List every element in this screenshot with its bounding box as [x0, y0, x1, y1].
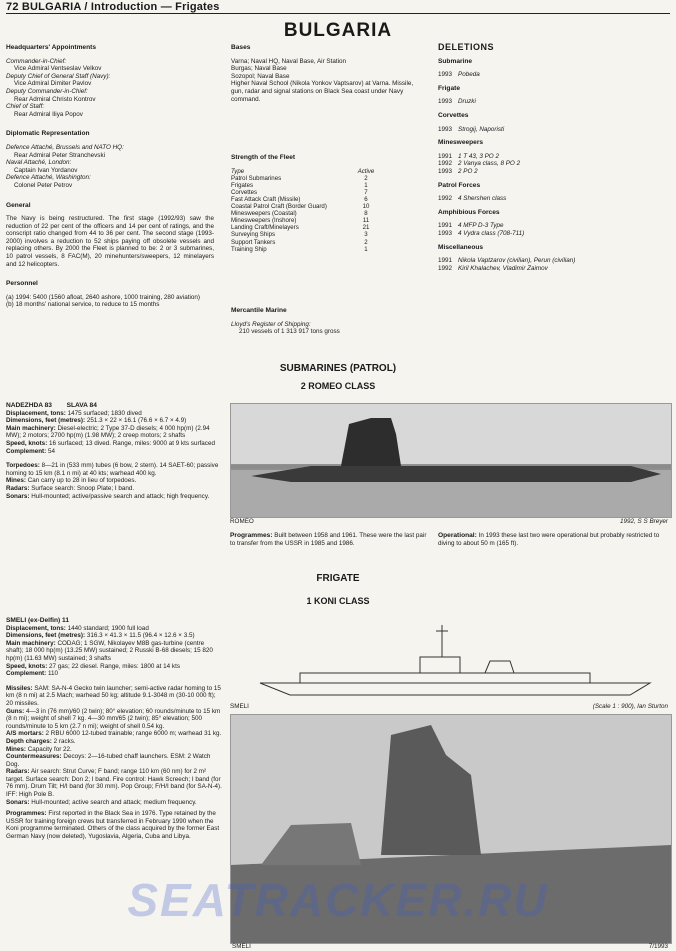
deletions-column	[438, 44, 670, 272]
strength-active: 2	[364, 238, 368, 246]
strength-active: 3	[364, 231, 368, 239]
subs-spec-value: 1475 surfaced; 1830 dived	[65, 409, 142, 417]
subs-spec	[6, 477, 222, 485]
romeo-photo	[230, 403, 672, 518]
watermark: SEATRACKER.RU	[127, 874, 549, 926]
subs-spec	[6, 493, 222, 501]
strength-head-type: Type	[231, 167, 245, 175]
frig-spec-value: 27 gas; 22 diesel. Range, miles: 1800 at 14 kts	[47, 662, 180, 670]
mercantile-line2: 210 vessels of 1 313 917 tons gross	[239, 328, 340, 336]
subs-spec-label: Speed, knots:	[6, 439, 48, 447]
operational-text: In 1993 these last two were operational but probably restricted to diving to about 50 m (165 ft).	[438, 532, 660, 547]
smeli-photo-caption: SMELI	[232, 943, 251, 950]
subs-spec-label: Complement:	[6, 447, 47, 455]
deletion-item	[438, 222, 670, 230]
frig-spec	[6, 768, 222, 798]
deletion-item	[438, 71, 670, 79]
header-rule	[6, 13, 670, 14]
frig-spec-label: Radars:	[6, 768, 30, 776]
deletion-text: 4 Vydra class (708-711)	[458, 229, 525, 237]
smeli-photo-credit: 7/1993	[648, 943, 668, 950]
drawing-mast	[436, 625, 448, 657]
frig-spec	[6, 810, 222, 840]
mercantile-block	[231, 307, 421, 336]
frig-spec-value: 2 racks.	[51, 737, 76, 745]
hq-name: Vice Admiral Ventseslav Velkov	[14, 65, 102, 73]
frig-spec-value: 2 RBU 6000 12-tubed trainable; range 6000 m; warhead 31 kg.	[43, 730, 222, 738]
middle-column	[231, 44, 421, 103]
frig-spec-label: A/S mortars:	[6, 730, 44, 738]
strength-row	[231, 246, 381, 253]
strength-type: Fast Attack Craft (Missile)	[231, 195, 301, 203]
strength-row	[231, 175, 381, 182]
frig-spec-label: Sonars:	[6, 798, 30, 806]
koni-class-title: 1 KONI CLASS	[306, 596, 370, 606]
deletion-item	[438, 126, 670, 134]
deletion-year: 1992	[438, 160, 453, 168]
deletion-year: 1993	[438, 229, 453, 237]
submarine-sail	[341, 418, 401, 466]
hq-list	[6, 58, 214, 119]
strength-row	[231, 196, 381, 203]
subs-spec-value: 54	[46, 447, 55, 455]
subs-spec-value: Surface search: Snoop Plate; I band.	[29, 484, 135, 492]
frig-spec-label: Main machinery:	[6, 639, 56, 647]
dip-role: Defence Attaché, Washington:	[6, 174, 91, 182]
submarine-specs	[6, 402, 222, 500]
deletion-item	[438, 230, 670, 238]
drawing-superstructure	[300, 673, 590, 683]
subs-spec	[6, 440, 222, 448]
deletion-item	[438, 195, 670, 203]
frig-spec	[6, 738, 222, 746]
strength-type: Support Tankers	[231, 238, 276, 246]
romeo-caption: ROMEO	[230, 518, 254, 525]
romeo-credit: 1992, S S Breyer	[620, 518, 668, 525]
romeo-programmes	[230, 532, 430, 547]
deletion-item	[438, 153, 670, 161]
subs-spec-value: 251.3 × 22 × 16.1 (76.6 × 6.7 × 4.9)	[85, 417, 187, 425]
strength-row	[231, 203, 381, 210]
dip-name: Rear Admiral Peter Stranchevski	[14, 151, 105, 159]
frig-spec	[6, 730, 222, 738]
frig-spec-value: SAM: SA-N-4 Gecko twin launcher; semi-active radar homing to 15 km (8 n mi) at 2.5 Mach; warhead 50 kg; altitude 9.1-3048 m (30-10 000 ft); 20 missiles.	[6, 684, 221, 707]
general-text: The Navy is being restructured. The first stage (1992/93) saw the reduction of 22 per cent of the officers and 14 per cent of ratings, and the conscript ratio changed from 44 to 36 per cent. The second stage (1993-2000) involves a reduction to 52 ships paying off obsolete vessels and replacing others. By 2000 the Fleet is planned to be: 2 or 3 submarines, 10 patrol vessels, 8 FAC(M), 20 minehunters/sweepers, 12 minelayers and 12 helicopters.	[6, 215, 214, 268]
deletion-text: 2 Vanya class, 8 PO 2	[458, 160, 521, 168]
bases-title: Bases	[231, 44, 251, 51]
koni-drawing-credit: (Scale 1 : 900), Ian Sturton	[592, 703, 668, 710]
frig-spec	[6, 663, 222, 671]
subs-spec-label: Sonars:	[6, 492, 30, 500]
strength-type: Corvettes	[231, 188, 258, 196]
photo-sky	[231, 404, 671, 464]
strength-type: Minesweepers (Coastal)	[231, 210, 297, 218]
hq-name: Rear Admiral Christo Kontrov	[14, 95, 96, 103]
deletion-text: Druzki	[458, 98, 476, 106]
deletion-year: 1993	[438, 98, 453, 106]
strength-active: 1	[364, 245, 368, 253]
frig-spec-label: Guns:	[6, 707, 25, 715]
strength-active: 11	[362, 217, 370, 225]
frig-spec-label: Speed, knots:	[6, 662, 48, 670]
strength-active: 21	[362, 224, 370, 232]
strength-active: 10	[362, 203, 370, 211]
strength-row	[231, 182, 381, 189]
deletion-year: 1991	[438, 222, 453, 230]
frigate-specs	[6, 617, 222, 841]
frig-spec	[6, 640, 222, 663]
subs-spec-value: Hull-mounted; active/passive search and attack; high frequency.	[29, 492, 210, 500]
strength-table	[231, 168, 381, 253]
hq-role: Deputy Chief of General Staff (Navy):	[6, 72, 111, 80]
strength-head-active: Active	[357, 167, 375, 175]
hq-role: Chief of Staff:	[6, 103, 45, 111]
strength-row	[231, 239, 381, 246]
subs-spec	[6, 410, 222, 418]
strength-active: 7	[364, 188, 368, 196]
subs-spec-label: Main machinery:	[6, 424, 56, 432]
frig-spec	[6, 708, 222, 731]
subs-spec	[6, 462, 222, 477]
deletion-text: Strogij, Naporisti	[458, 125, 505, 133]
frig-spec	[6, 625, 222, 633]
deletion-group-title: Submarine	[438, 57, 473, 65]
diplomatic-title: Diplomatic Representation	[6, 130, 90, 138]
drawing-hull	[260, 683, 650, 695]
frig-spec-value: 4—3 in (76 mm)/60 (2 twin); 80° elevation; 60 rounds/minute to 15 km (8 n mi); weight of shell 7 kg. 4—30 mm/65 (2 twin); 85° elevation; 500 rounds/minute to 5 km (2.7 n mi); weight of shell 0.54 kg.	[6, 707, 221, 730]
strength-row	[231, 224, 381, 231]
deletion-text: Kiril Khalachev, Vladimir Zaimov	[458, 264, 548, 272]
frig-spec-label: Complement:	[6, 670, 47, 678]
frig-spec	[6, 685, 222, 708]
deletion-text: 4 MFP D-3 Type	[458, 222, 504, 230]
subs-spec-label: Radars:	[6, 484, 30, 492]
frigate-name: SMELI (ex-Delfin) 11	[6, 617, 70, 624]
frig-spec-value: 1440 standard; 1900 full load	[65, 624, 149, 632]
hq-title: Headquarters' Appointments	[6, 44, 96, 51]
strength-type: Surveying Ships	[231, 231, 276, 239]
deletion-group-title: Amphibious Forces	[438, 208, 500, 216]
deletion-item	[438, 168, 670, 176]
frig-spec-value: 316.3 × 41.3 × 11.5 (96.4 × 12.6 × 3.5)	[85, 632, 195, 640]
submarine-hull	[251, 466, 661, 482]
diplomatic-list	[6, 144, 214, 190]
deletion-item	[438, 98, 670, 106]
strength-row	[231, 217, 381, 224]
frig-spec-label: Mines:	[6, 745, 26, 753]
subs-spec	[6, 485, 222, 493]
frig-spec-label: Countermeasures:	[6, 753, 62, 761]
strength-active: 6	[364, 195, 368, 203]
subs-spec-label: Mines:	[6, 477, 26, 485]
submarines-section-title: SUBMARINES (PATROL)	[279, 363, 397, 374]
strength-active: 1	[364, 181, 368, 189]
deletion-year: 1993	[438, 71, 453, 79]
programmes-label: Programmes:	[230, 532, 273, 539]
deletion-year: 1991	[438, 152, 453, 160]
general-title: General	[6, 201, 31, 209]
frig-spec-label: Displacement, tons:	[6, 624, 66, 632]
deletion-item	[438, 265, 670, 273]
personnel-a: (a) 1994: 5400 (1560 afloat, 2640 ashore, 1000 training, 280 aviation)	[6, 293, 200, 301]
strength-type: Minesweepers (Inshore)	[231, 217, 297, 225]
deletion-text: 2 PO 2	[458, 167, 478, 175]
strength-active: 8	[364, 210, 368, 218]
strength-type: Training Ship	[231, 245, 267, 253]
strength-row	[231, 231, 381, 238]
frig-spec-value: CODAG; 1 SGW, Nikolayev M8B gas-turbine (centre shaft); 18 000 hp(m) (13.25 MW) sustained; 2 Russki B-68 diesels; 15 820 hp(m) (11.63 MW) sustained; 3 shafts	[6, 639, 213, 662]
strength-title: Strength of the Fleet	[231, 154, 296, 161]
frig-spec-label: Depth charges:	[6, 737, 52, 745]
deletion-item	[438, 257, 670, 265]
drawing-funnel	[485, 661, 514, 673]
left-column	[6, 44, 214, 309]
romeo-operational	[438, 532, 670, 547]
hq-role: Commander-in-Chief:	[6, 57, 67, 65]
frigate-section-title: FRIGATE	[316, 573, 360, 584]
deletion-group-title: Corvettes	[438, 111, 469, 119]
strength-block	[231, 154, 421, 253]
running-head: 72 BULGARIA / Introduction — Frigates	[6, 1, 220, 13]
strength-active: 2	[364, 174, 368, 182]
personnel-b: (b) 18 months' national service, to reduce to 15 months	[6, 301, 160, 309]
deletion-group-title: Minesweepers	[438, 139, 484, 147]
frig-spec-value: 110	[46, 670, 59, 678]
frig-spec	[6, 753, 222, 768]
deletions-title: DELETIONS	[438, 42, 495, 52]
hq-name: Rear Admiral Iliya Popov	[14, 110, 83, 118]
subs-spec-label: Dimensions, feet (metres):	[6, 417, 86, 425]
programmes-text: Built between 1958 and 1961. These were the last pair to transfer from the USSR in 1985 and 1986.	[230, 532, 427, 547]
deletion-year: 1993	[438, 125, 453, 133]
mercantile-line1: Lloyd's Register of Shipping:	[231, 320, 311, 328]
strength-type: Patrol Submarines	[231, 174, 282, 182]
subs-spec	[6, 425, 222, 440]
frig-spec	[6, 670, 222, 678]
frig-spec	[6, 746, 222, 754]
frigate-line-drawing	[230, 617, 670, 701]
mercantile-title: Mercantile Marine	[231, 307, 287, 314]
strength-type: Coastal Patrol Craft (Border Guard)	[231, 203, 327, 211]
deletion-text: 1 T 43, 3 PO 2	[458, 152, 499, 160]
page-title: BULGARIA	[283, 20, 393, 41]
deletion-year: 1992	[438, 264, 453, 272]
strength-type: Frigates	[231, 181, 254, 189]
subs-spec-value: Diesel-electric; 2 Type 37-D diesels; 4 000 hp(m) (2.94 MW); 2 motors; 2700 hp(m) (1.98 MW); 2 creep motors; 2 shafts	[6, 424, 210, 440]
dip-name: Colonel Peter Petrov	[14, 181, 73, 189]
frig-spec-value: Hull-mounted; active search and attack; medium frequency.	[29, 798, 197, 806]
strength-row	[231, 189, 381, 196]
operational-label: Operational:	[438, 532, 477, 539]
dip-name: Captain Ivan Yordanov	[14, 166, 78, 174]
subs-spec-value: Can carry up to 28 in lieu of torpedoes.	[25, 477, 137, 485]
frig-spec-label: Programmes:	[6, 810, 47, 818]
koni-drawing-label: SMELI	[230, 703, 249, 710]
subs-spec-label: Displacement, tons:	[6, 409, 66, 417]
frig-spec-value: Capacity for 22.	[25, 745, 72, 753]
subs-spec-value: 8—21 in (533 mm) tubes (6 bow, 2 stern). 14 SAET-60; passive homing to 15 km (8.1 n mi) at 40 kts; warhead 400 kg.	[6, 462, 219, 477]
deletion-group-title: Patrol Forces	[438, 181, 481, 189]
subs-spec	[6, 448, 222, 456]
hq-name: Vice Admiral Dimiter Pavlov	[14, 80, 92, 88]
deletion-group-title: Miscellaneous	[438, 243, 484, 251]
submarine-silhouette	[231, 404, 671, 517]
frig-spec-value: Air search: Strut Curve; F band; range 110 km (60 nm) for 2 m² target. Surface search: Don 2; I band. Fire control: Hawk Screech; I band (for 76 mm). Drum Tilt; H/I band (for 30 mm). Pop Group; F/H/I band (for SA-N-4). IFF: High Pole B.	[6, 768, 222, 799]
subs-spec-value: 16 surfaced; 13 dived. Range, miles: 9000 at 9 kts surfaced	[47, 439, 215, 447]
frig-spec-value: Decoys: 2—16-tubed chaff launchers. ESM: 2 Watch Dog.	[6, 753, 211, 768]
strength-type: Landing Craft/Minelayers	[231, 224, 299, 232]
frig-spec-value: First reported in the Black Sea in 1976. Type retained by the USSR for training foreign crews but transferred in February 1990 when the Koni programme terminated. Others of the class acquired by the former East German Navy (now deleted), Yugoslavia, Algeria, Cuba and Libya.	[6, 810, 220, 841]
strength-row	[231, 210, 381, 217]
deletion-year: 1992	[438, 195, 453, 203]
deletion-text: 4 Shershen class	[458, 195, 507, 203]
subs-spec	[6, 417, 222, 425]
frig-spec-label: Dimensions, feet (metres):	[6, 632, 86, 640]
frig-spec-label: Missiles:	[6, 684, 33, 692]
deletion-text: Nikola Vaptzarov (civilian), Perun (civilian)	[458, 257, 576, 265]
deletion-year: 1991	[438, 257, 453, 265]
drawing-bridge	[420, 657, 460, 673]
deletion-year: 1993	[438, 167, 453, 175]
frig-spec	[6, 632, 222, 640]
koni-drawing	[230, 617, 670, 701]
dip-role: Defence Attaché, Brussels and NATO HQ:	[6, 143, 124, 151]
dip-role: Naval Attaché, London:	[6, 159, 72, 167]
hq-role: Deputy Commander-in-Chief:	[6, 87, 88, 95]
bases-text: Varna; Naval HQ, Naval Base, Air Station Burgas; Naval Base Sozopol; Naval Base Higher Naval School (Nikola Yonkov Vaptsarov) at Varna. Missile, gun, radar and signal stations on Black Sea coast under Navy command.	[231, 57, 414, 103]
deletion-item	[438, 160, 670, 168]
romeo-class-title: 2 ROMEO CLASS	[300, 381, 376, 391]
subs-spec-label: Torpedoes:	[6, 462, 40, 470]
submarine-names: NADEZHDA 83 SLAVA 84	[6, 402, 97, 409]
frig-spec	[6, 799, 222, 807]
deletion-text: Pobeda	[458, 71, 480, 79]
deletion-group-title: Frigate	[438, 84, 460, 92]
personnel-title: Personnel	[6, 280, 38, 288]
